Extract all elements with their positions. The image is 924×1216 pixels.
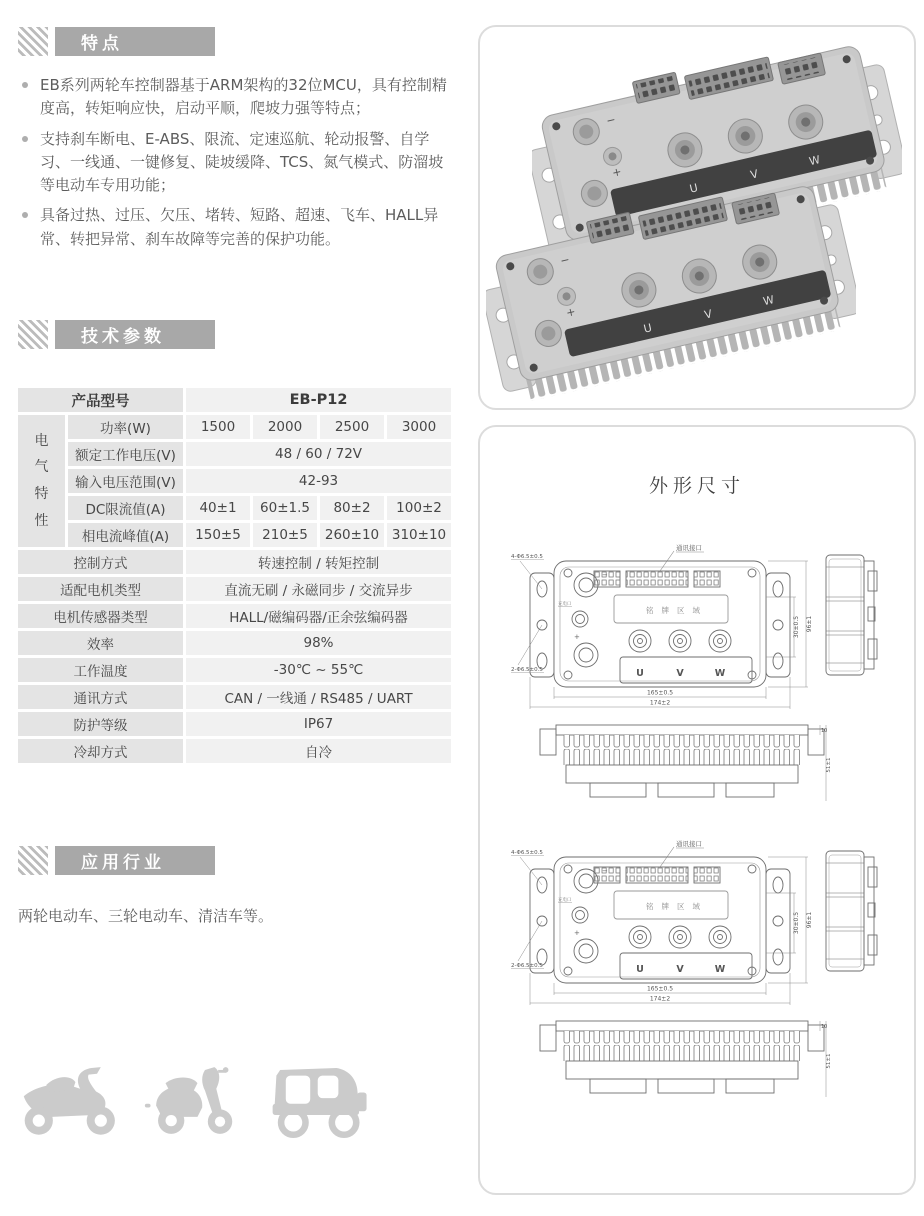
table-row	[18, 415, 451, 439]
table-row	[18, 523, 451, 547]
bullet-dot-icon	[22, 212, 28, 218]
auto-rickshaw-icon	[267, 1060, 370, 1140]
features-section-header	[18, 27, 215, 56]
hatch-icon	[18, 320, 48, 349]
spec-value-cell: 98%	[186, 631, 451, 655]
dimensions-panel	[478, 425, 916, 1195]
table-row	[18, 685, 451, 709]
table-row	[18, 469, 451, 493]
table-row	[18, 712, 451, 736]
features-list	[18, 74, 454, 258]
table-row	[18, 631, 451, 655]
spec-label-cell: DC限流值(A)	[68, 496, 183, 520]
list-item	[18, 204, 454, 251]
table-row	[18, 388, 451, 412]
sport-scooter-icon	[20, 1060, 123, 1140]
spec-value-cell: HALL/磁编码器/正余弦编码器	[186, 604, 451, 628]
spec-label-cell: 工作温度	[18, 658, 183, 682]
spec-value-cell: 48 / 60 / 72V	[186, 442, 451, 466]
applications-text: 两轮电动车、三轮电动车、清洁车等。	[18, 907, 274, 925]
spec-value-cell: -30℃ ~ 55℃	[186, 658, 451, 682]
controller-render-bottom	[486, 185, 856, 415]
spec-value-cell: 42-93	[186, 469, 451, 493]
spec-value-cell: 3000	[387, 415, 451, 439]
spec-label-cell: 适配电机类型	[18, 577, 183, 601]
table-row	[18, 496, 451, 520]
spec-value-cell: CAN / 一线通 / RS485 / UART	[186, 685, 451, 709]
vehicle-icon-row	[20, 1060, 370, 1140]
spec-value-cell: 1500	[186, 415, 250, 439]
dimension-drawings	[480, 477, 914, 1192]
spec-value-cell: 40±1	[186, 496, 250, 520]
spec-value-cell: 60±1.5	[253, 496, 317, 520]
spec-value-cell: 2000	[253, 415, 317, 439]
feature-text: 支持刹车断电、E-ABS、限流、定速巡航、轮动报警、自学习、一线通、一键修复、陡坡缓降、TCS、氮气模式、防溜坡等电动车专用功能；	[40, 129, 444, 194]
product-image-panel	[478, 25, 916, 410]
spec-value-cell: 210±5	[253, 523, 317, 547]
table-row	[18, 739, 451, 763]
spec-label-cell: 相电流峰值(A)	[68, 523, 183, 547]
spec-label-cell: 输入电压范围(V)	[68, 469, 183, 493]
spec-value-cell: 直流无刷 / 永磁同步 / 交流异步	[186, 577, 451, 601]
features-title: 特点	[55, 27, 215, 56]
specs-title: 技术参数	[55, 320, 215, 349]
hatch-icon	[18, 846, 48, 875]
group-label-cell	[18, 415, 65, 547]
spec-value-cell: 转速控制 / 转矩控制	[186, 550, 451, 574]
table-row	[18, 550, 451, 574]
bullet-dot-icon	[22, 136, 28, 142]
spec-label-cell: 控制方式	[18, 550, 183, 574]
feature-text: 具备过热、过压、欠压、堵转、短路、超速、飞车、HALL异常、转把异常、刹车故障等完善的保护功能。	[40, 206, 439, 248]
spec-value-cell: 100±2	[387, 496, 451, 520]
table-row	[18, 658, 451, 682]
model-label-cell: 产品型号	[18, 388, 183, 412]
spec-value-cell: 260±10	[320, 523, 384, 547]
spec-label-cell: 冷却方式	[18, 739, 183, 763]
applications-title: 应用行业	[55, 846, 215, 875]
table-row	[18, 442, 451, 466]
table-row	[18, 577, 451, 601]
spec-value-cell: 310±10	[387, 523, 451, 547]
bullet-dot-icon	[22, 82, 28, 88]
group-label-text: 电气特性	[34, 432, 49, 529]
table-row	[18, 604, 451, 628]
spec-value-cell: 自冷	[186, 739, 451, 763]
model-value-cell: EB-P12	[186, 388, 451, 412]
hatch-icon	[18, 27, 48, 56]
dimensions-title: 外形尺寸	[648, 475, 745, 497]
applications-section-header	[18, 846, 215, 875]
spec-value-cell: 2500	[320, 415, 384, 439]
spec-label-cell: 额定工作电压(V)	[68, 442, 183, 466]
spec-label-cell: 功率(W)	[68, 415, 183, 439]
spec-label-cell: 效率	[18, 631, 183, 655]
spec-value-cell: 80±2	[320, 496, 384, 520]
classic-scooter-icon	[143, 1060, 246, 1140]
list-item	[18, 128, 454, 198]
spec-value-cell: 150±5	[186, 523, 250, 547]
spec-table	[15, 385, 454, 766]
feature-text: EB系列两轮车控制器基于ARM架构的32位MCU，具有控制精度高，转矩响应快，启动平顺，爬坡力强等特点；	[40, 76, 447, 118]
spec-label-cell: 防护等级	[18, 712, 183, 736]
list-item	[18, 74, 454, 121]
spec-label-cell: 电机传感器类型	[18, 604, 183, 628]
spec-label-cell: 通讯方式	[18, 685, 183, 709]
spec-value-cell: IP67	[186, 712, 451, 736]
specs-section-header	[18, 320, 215, 349]
